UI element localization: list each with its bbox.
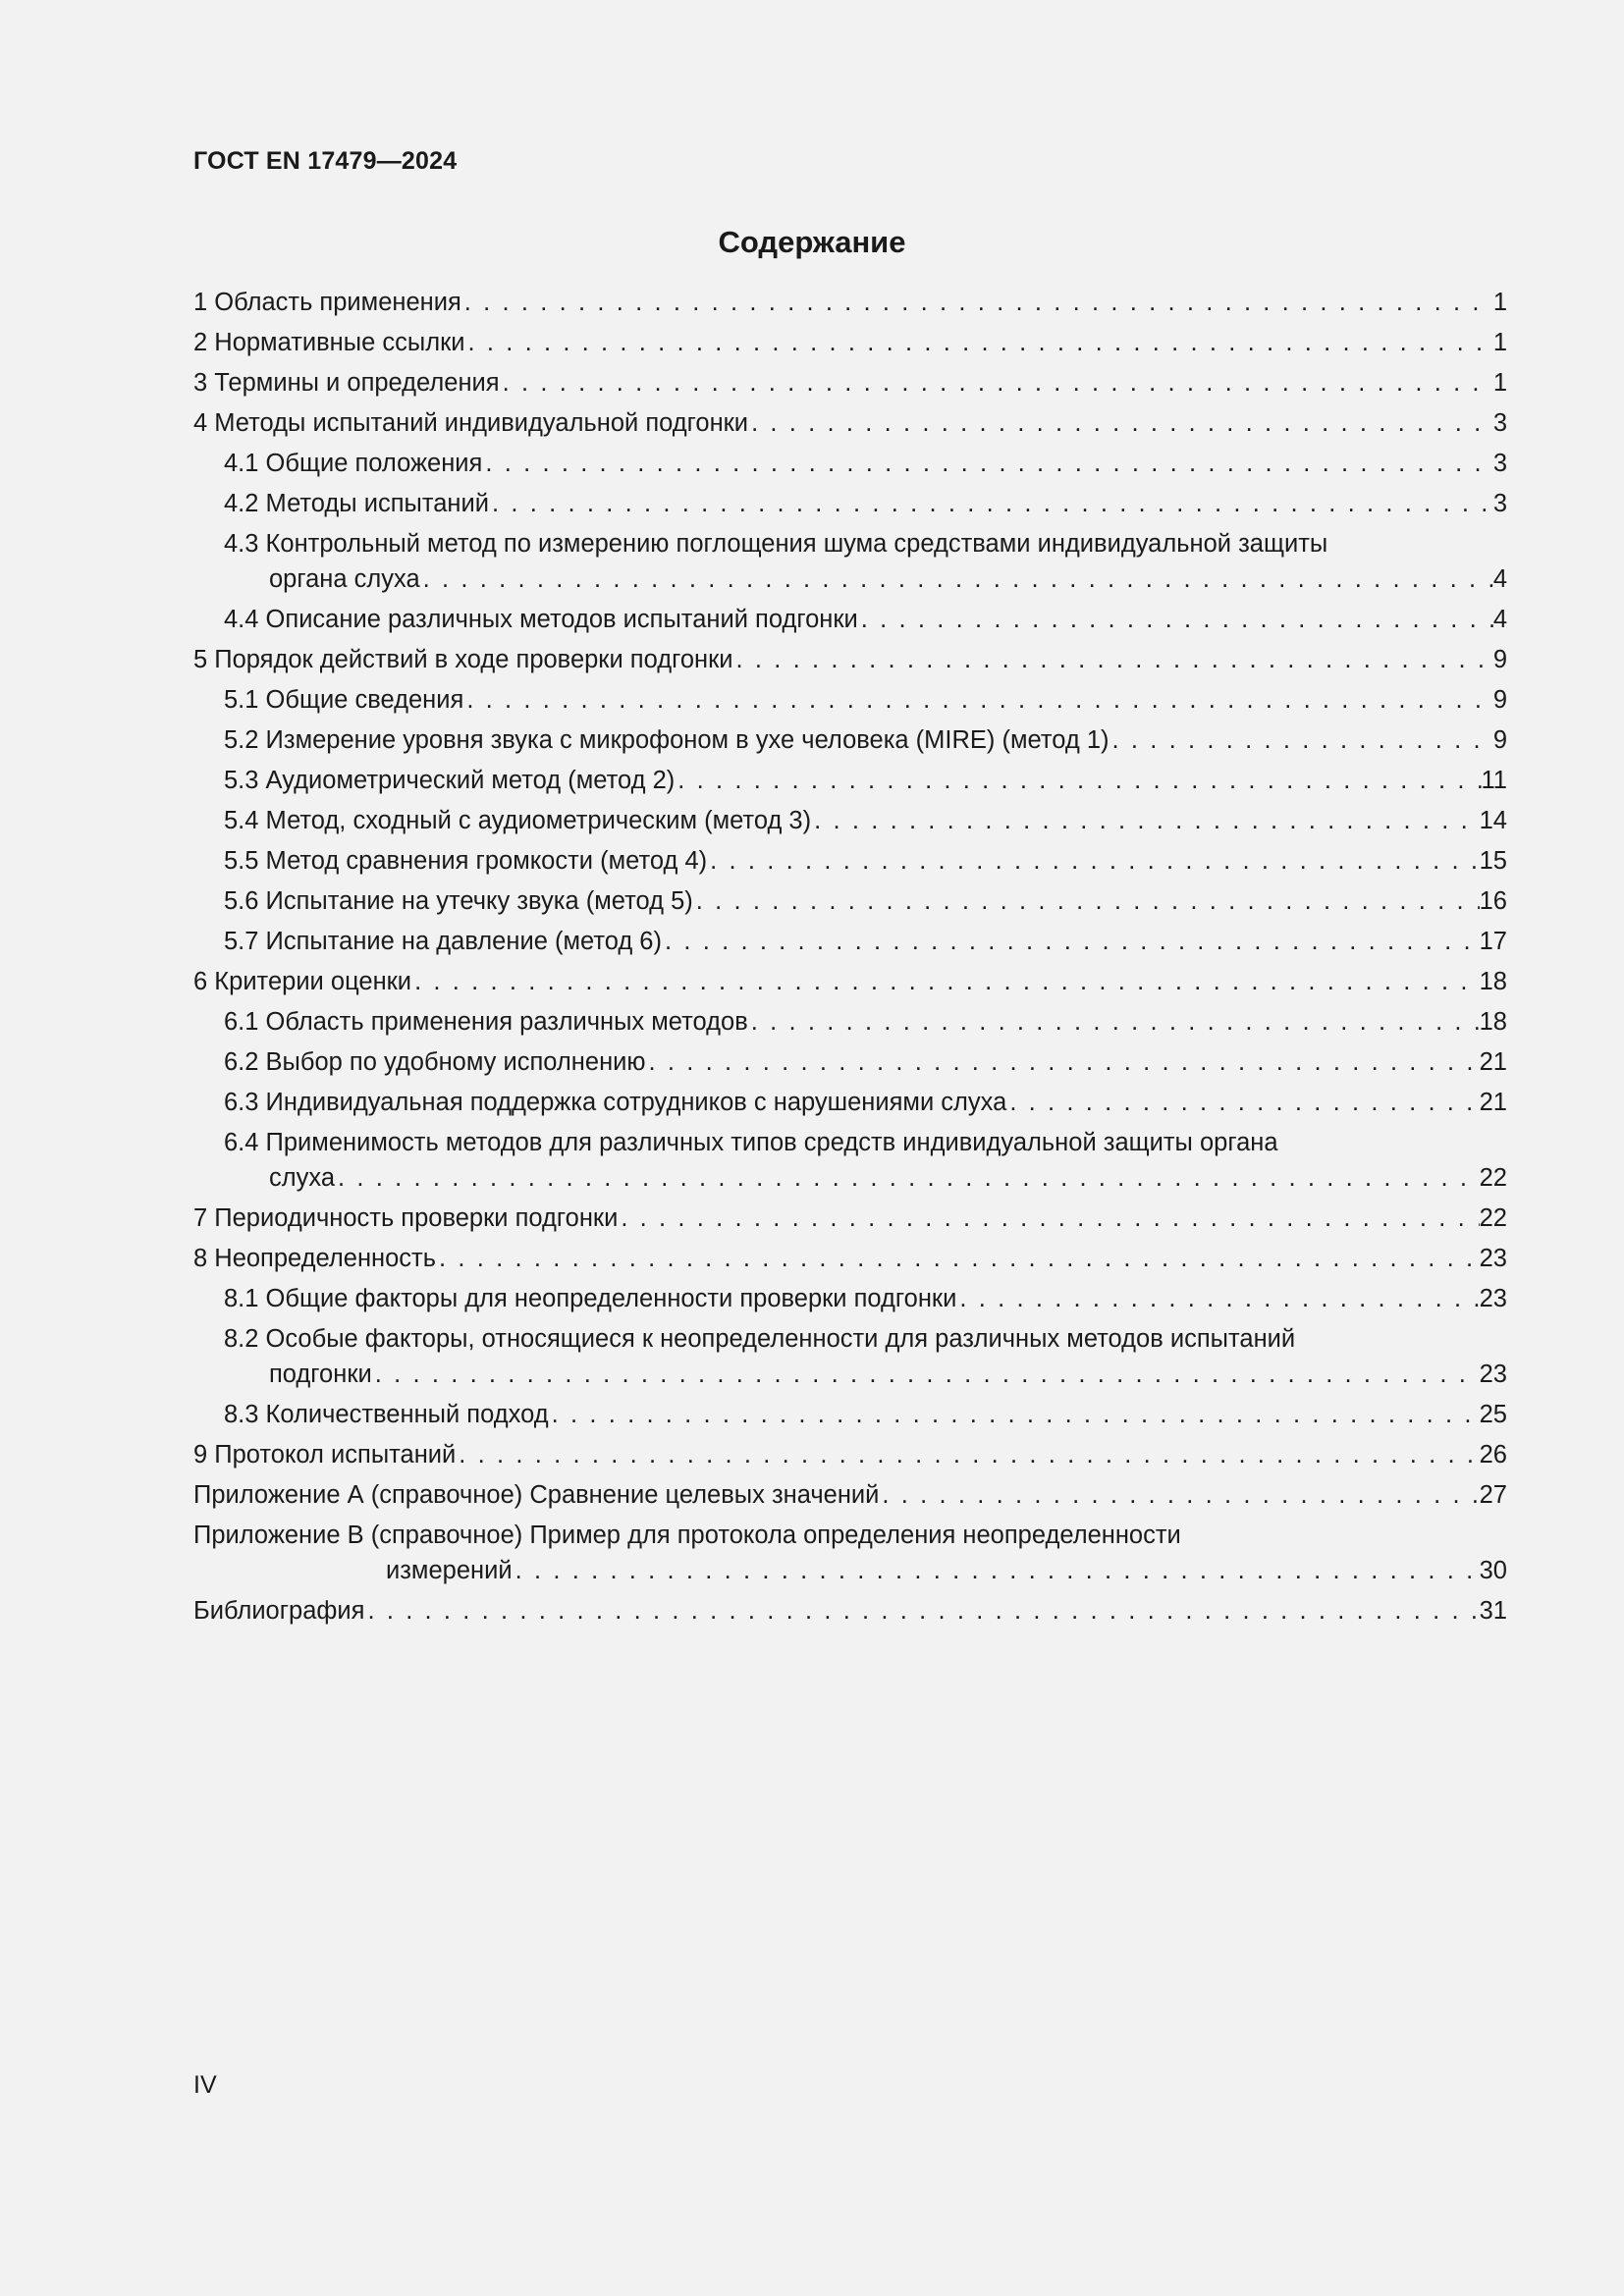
- toc-entry[interactable]: [193, 883, 1507, 924]
- toc-entry-page: 1: [1492, 289, 1507, 316]
- toc-entry-title: Критерии оценки: [214, 968, 412, 995]
- toc-entry[interactable]: [193, 325, 1507, 365]
- toc-entry-number: 9: [193, 1441, 208, 1468]
- toc-entry[interactable]: [193, 1201, 1507, 1241]
- toc-entry-number: 5.5: [224, 847, 259, 875]
- toc-leader-dots: [552, 1397, 1480, 1432]
- toc-entry[interactable]: [193, 1085, 1507, 1125]
- toc-leader-dots: [515, 1553, 1480, 1588]
- toc-entry-page: 9: [1492, 686, 1507, 714]
- toc-entry-title: Аудиометрический метод (метод 2): [265, 767, 676, 794]
- toc-entry[interactable]: [193, 446, 1507, 486]
- toc-entry-title: Испытание на давление (метод 6): [265, 928, 662, 955]
- toc-entry-page: 22: [1479, 1164, 1507, 1192]
- toc-entry-title: Метод сравнения громкости (метод 4): [265, 847, 708, 875]
- toc-entry-page: 30: [1479, 1557, 1507, 1584]
- toc-entry-page: 4: [1492, 565, 1507, 593]
- toc-entry-number: 2: [193, 329, 208, 356]
- toc-entry-number: 1: [193, 289, 208, 316]
- toc-leader-dots: [751, 1004, 1480, 1040]
- toc-entry-page: 9: [1492, 646, 1507, 673]
- toc-entry-title: Измерение уровня звука с микрофоном в ухе человека (MIRE) (метод 1): [265, 726, 1110, 754]
- toc-entry-page: 22: [1479, 1204, 1507, 1232]
- toc-entry[interactable]: [193, 642, 1507, 682]
- table-of-contents: [193, 285, 1507, 1633]
- toc-entry-number: 5: [193, 646, 208, 673]
- toc-leader-dots: [736, 642, 1493, 677]
- toc-entry[interactable]: [193, 1044, 1507, 1085]
- toc-leader-dots: [466, 682, 1493, 718]
- toc-entry[interactable]: [193, 365, 1507, 405]
- toc-entry-title: Описание различных методов испытаний подгонки: [265, 606, 858, 633]
- toc-entry-title-continued: измерений: [386, 1557, 513, 1584]
- toc-entry[interactable]: [193, 763, 1507, 803]
- toc-leader-dots: [375, 1357, 1480, 1392]
- toc-leader-dots: [414, 964, 1480, 999]
- toc-entry-title-continued: слуха: [269, 1164, 336, 1192]
- toc-entry-number: 4: [193, 409, 208, 437]
- toc-entry-title: Применимость методов для различных типов средств индивидуальной защиты органа: [265, 1129, 1278, 1156]
- toc-leader-dots: [814, 803, 1480, 838]
- toc-entry-page: 21: [1479, 1089, 1507, 1116]
- toc-entry-bibliography[interactable]: [193, 1593, 1507, 1633]
- toc-entry-page: 23: [1479, 1361, 1507, 1388]
- toc-entry-page: 11: [1481, 767, 1507, 794]
- toc-entry[interactable]: [193, 1321, 1507, 1392]
- toc-entry[interactable]: [193, 924, 1507, 964]
- toc-leader-dots: [710, 843, 1480, 879]
- toc-leader-dots: [464, 285, 1493, 320]
- toc-leader-dots: [1112, 722, 1493, 758]
- toc-entry-title: Библиография: [193, 1597, 365, 1625]
- toc-entry-title: Методы испытаний: [265, 490, 489, 517]
- toc-entry-title-continued: подгонки: [269, 1361, 372, 1388]
- toc-leader-dots: [439, 1241, 1480, 1276]
- toc-leader-dots: [751, 405, 1493, 441]
- toc-entry-number: 5.7: [224, 928, 259, 955]
- toc-entry-title: Нормативные ссылки: [214, 329, 465, 356]
- toc-entry[interactable]: [193, 405, 1507, 446]
- toc-leader-dots: [423, 561, 1493, 597]
- toc-entry[interactable]: [193, 1125, 1507, 1196]
- toc-leader-dots: [649, 1044, 1480, 1080]
- toc-entry[interactable]: [193, 964, 1507, 1004]
- toc-entry-number: 4.1: [224, 450, 259, 477]
- toc-entry-number: 5.1: [224, 686, 259, 714]
- toc-entry[interactable]: [193, 1397, 1507, 1437]
- toc-entry-number: 6.2: [224, 1048, 259, 1076]
- toc-entry-appendix-a[interactable]: [193, 1477, 1507, 1518]
- toc-entry-title: Метод, сходный с аудиометрическим (метод 3): [265, 807, 812, 834]
- toc-entry-page: 1: [1492, 329, 1507, 356]
- toc-entry-appendix-b[interactable]: [193, 1518, 1507, 1588]
- toc-entry-page: 18: [1479, 1008, 1507, 1036]
- toc-entry-title: Область применения различных методов: [265, 1008, 748, 1036]
- toc-entry-page: 9: [1492, 726, 1507, 754]
- page-number: IV: [193, 2071, 217, 2099]
- toc-entry-number: 6.1: [224, 1008, 259, 1036]
- toc-leader-dots: [677, 763, 1481, 798]
- toc-leader-dots: [338, 1160, 1480, 1196]
- toc-entry-title: Термины и определения: [214, 369, 500, 397]
- toc-entry[interactable]: [193, 722, 1507, 763]
- toc-leader-dots: [467, 325, 1492, 360]
- toc-entry[interactable]: [193, 1437, 1507, 1477]
- toc-entry-number: 5.2: [224, 726, 259, 754]
- toc-entry-title: Выбор по удобному исполнению: [265, 1048, 646, 1076]
- toc-entry-page: 3: [1492, 450, 1507, 477]
- toc-entry-number: 7: [193, 1204, 208, 1232]
- toc-entry[interactable]: [193, 682, 1507, 722]
- toc-entry-page: 23: [1479, 1245, 1507, 1272]
- toc-entry-number: 6.4: [224, 1129, 259, 1156]
- toc-entry-number: 6.3: [224, 1089, 259, 1116]
- toc-entry-title: Протокол испытаний: [214, 1441, 457, 1468]
- toc-entry-page: 21: [1479, 1048, 1507, 1076]
- toc-entry-page: 15: [1479, 847, 1507, 875]
- toc-entry[interactable]: [193, 602, 1507, 642]
- toc-entry-number: 4.2: [224, 490, 259, 517]
- toc-leader-dots: [696, 883, 1480, 919]
- toc-entry-page: 27: [1479, 1481, 1507, 1509]
- toc-entry-page: 17: [1479, 928, 1507, 955]
- toc-entry-page: 16: [1479, 887, 1507, 915]
- toc-leader-dots: [503, 365, 1493, 400]
- toc-entry-number: 5.3: [224, 767, 259, 794]
- toc-entry[interactable]: [193, 1004, 1507, 1044]
- toc-entry-title: Особые факторы, относящиеся к неопределенности для различных методов испытаний: [265, 1325, 1296, 1353]
- toc-leader-dots: [459, 1437, 1479, 1472]
- toc-entry-title: Общие сведения: [265, 686, 464, 714]
- toc-entry-number: 8.1: [224, 1285, 259, 1312]
- toc-entry-title: Контрольный метод по измерению поглощения шума средствами индивидуальной защиты: [265, 530, 1328, 558]
- toc-entry-title: Периодичность проверки подгонки: [214, 1204, 619, 1232]
- toc-entry-page: 3: [1492, 490, 1507, 517]
- toc-entry-page: 31: [1479, 1597, 1507, 1625]
- toc-leader-dots: [1009, 1085, 1479, 1120]
- toc-entry-title: Индивидуальная поддержка сотрудников с нарушениями слуха: [265, 1089, 1007, 1116]
- toc-entry-title: Количественный подход: [265, 1401, 549, 1428]
- toc-entry-title: Неопределенность: [214, 1245, 437, 1272]
- toc-entry[interactable]: [193, 1241, 1507, 1281]
- toc-entry-title: Испытание на утечку звука (метод 5): [265, 887, 693, 915]
- document-code: ГОСТ EN 17479—2024: [193, 147, 458, 175]
- toc-entry-title: Методы испытаний индивидуальной подгонки: [214, 409, 749, 437]
- toc-entry-number: 8.2: [224, 1325, 259, 1353]
- toc-entry[interactable]: [193, 1281, 1507, 1321]
- toc-entry-number: 3: [193, 369, 208, 397]
- toc-entry-title: Общие положения: [265, 450, 483, 477]
- toc-entry-page: 3: [1492, 409, 1507, 437]
- toc-entry[interactable]: [193, 803, 1507, 843]
- toc-entry-title: Область применения: [214, 289, 461, 316]
- page-title: Содержание: [718, 225, 906, 259]
- toc-entry[interactable]: [193, 486, 1507, 526]
- toc-leader-dots: [882, 1477, 1479, 1513]
- toc-entry-title: Приложение А (справочное) Сравнение целевых значений: [193, 1481, 880, 1509]
- toc-entry[interactable]: [193, 843, 1507, 883]
- toc-leader-dots: [367, 1593, 1479, 1629]
- toc-leader-dots: [621, 1201, 1479, 1236]
- toc-entry-page: 1: [1492, 369, 1507, 397]
- toc-entry-number: 5.4: [224, 807, 259, 834]
- toc-entry-page: 4: [1492, 606, 1507, 633]
- toc-entry-page: 14: [1479, 807, 1507, 834]
- toc-leader-dots: [959, 1281, 1479, 1316]
- toc-entry-number: 5.6: [224, 887, 259, 915]
- toc-entry-number: 8: [193, 1245, 208, 1272]
- toc-entry-number: 4.4: [224, 606, 259, 633]
- toc-entry-number: 4.3: [224, 530, 259, 558]
- toc-entry-title: Общие факторы для неопределенности проверки подгонки: [265, 1285, 957, 1312]
- toc-entry-page: 26: [1479, 1441, 1507, 1468]
- toc-entry-number: 8.3: [224, 1401, 259, 1428]
- toc-leader-dots: [861, 602, 1493, 637]
- toc-entry-title: Приложение В (справочное) Пример для протокола определения неопределенности: [193, 1522, 1181, 1549]
- toc-entry-title: Порядок действий в ходе проверки подгонки: [214, 646, 733, 673]
- toc-entry[interactable]: [193, 285, 1507, 325]
- toc-entry-page: 23: [1479, 1285, 1507, 1312]
- toc-entry-page: 18: [1479, 968, 1507, 995]
- toc-leader-dots: [492, 486, 1493, 521]
- toc-entry-title-continued: органа слуха: [269, 565, 420, 593]
- toc-entry[interactable]: [193, 526, 1507, 597]
- toc-leader-dots: [665, 924, 1480, 959]
- toc-entry-page: 25: [1479, 1401, 1507, 1428]
- toc-entry-number: 6: [193, 968, 208, 995]
- toc-leader-dots: [485, 446, 1492, 481]
